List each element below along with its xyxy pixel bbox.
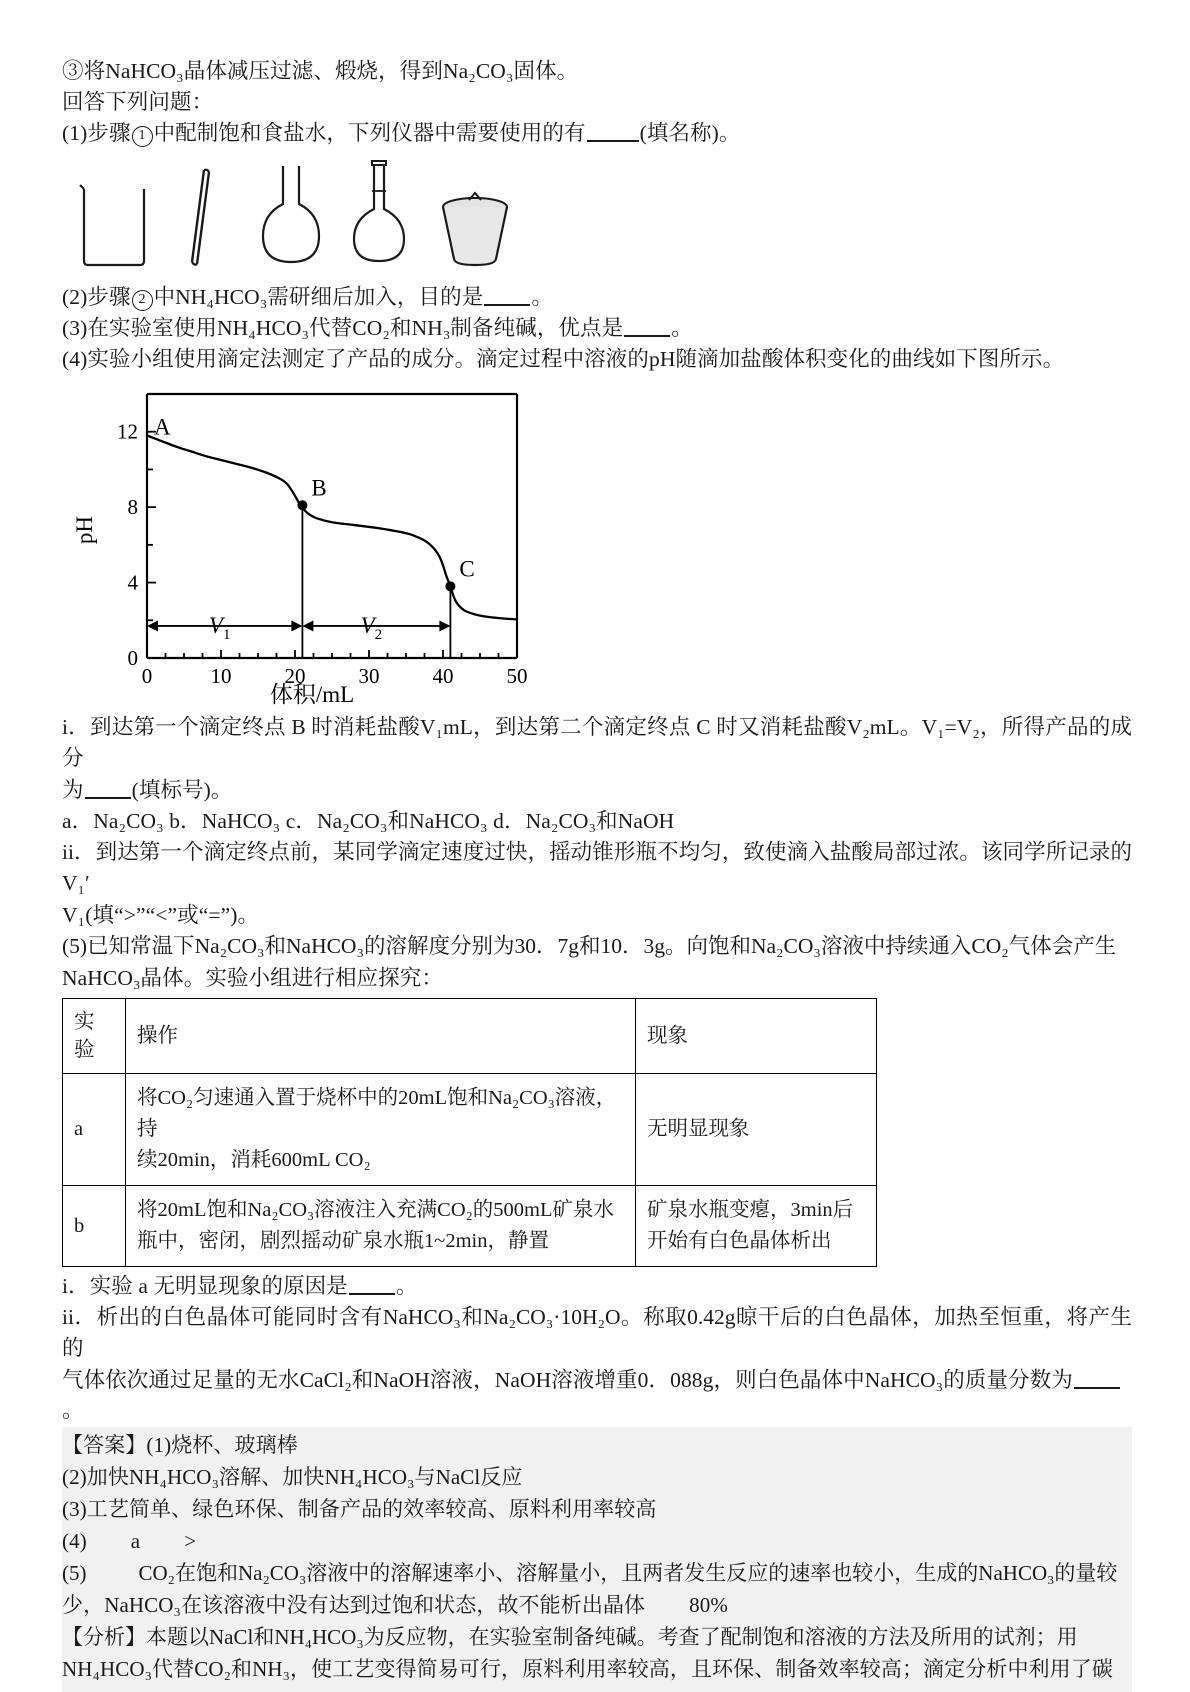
analysis-line1 [62,1622,1132,1653]
chart-ylabel: pH [72,515,97,545]
row-phenomenon-line2: 开始有白色晶体析出 [647,1230,832,1252]
titration-curve-chart [62,380,1132,710]
row-operation-line2: 续20min，消耗600mL CO₂ [137,1149,371,1171]
svg-text:C: C [459,556,475,582]
step-3-text: ③将NaHCO₃晶体减压过滤、煅烧，得到Na₂CO₃固体。 [62,59,579,83]
row-operation-line1: 将CO₂匀速通入置于烧杯中的20mL饱和Na₂CO₃溶液，持 [137,1087,617,1140]
page-content [62,56,1132,1692]
q2-answer-blank[interactable] [484,285,530,306]
row-index: a [63,1074,126,1186]
svg-text:V2: $V_2$ [360,612,383,643]
experiment-table [62,998,877,1267]
q1-text-a: (1)步骤 [62,121,131,145]
analysis-tag: 【分析】 [62,1625,146,1649]
volumetric-flask-icon [342,157,418,274]
table-i-text-b: 。 [395,1274,418,1298]
q1-answer-blank[interactable] [587,121,639,142]
answer-tag: 【答案】 [62,1433,147,1457]
chart-svg [62,380,532,710]
svg-text:0: 0 [127,646,138,670]
answer-1: (1)烧杯、玻璃棒 [146,1433,298,1457]
sub-question-i-line1: i．到达第一个滴定终点 B 时消耗盐酸V₁mL，到达第二个滴定终点 C 时又消耗盐酸V₂mL。V₁=V₂，所得产品的成分 [62,715,1132,770]
svg-text:40: 40 [432,664,454,688]
row-operation [126,1186,636,1267]
header-index [63,999,126,1074]
table-row [63,1186,877,1267]
header-index-line2: 验 [74,1039,95,1061]
row-operation-line1: 将20mL饱和Na₂CO₃溶液注入充满CO₂的500mL矿泉水 [137,1199,614,1221]
svg-text:4: 4 [127,570,138,595]
q1-text-b: 中配制饱和食盐水，下列仪器中需要使用的有 [153,121,586,145]
beaker-icon [78,183,150,274]
svg-text:30: 30 [358,664,380,688]
answer-5-text: CO₂在饱和Na₂CO₃溶液中的溶解速率小、溶解量小，且两者发生反应的速率也较小，生成的NaHCO₃的量较 [138,1561,1118,1585]
question-1 [62,118,1132,148]
i-answer-blank[interactable] [85,778,131,799]
question-3 [62,313,1132,343]
header-operation: 操作 [126,999,636,1074]
svg-text:B: B [311,475,327,501]
sub-question-i-line2 [62,775,1132,805]
answer-5-text-cont: 少，NaHCO₃在该溶液中没有达到过饱和状态，故不能析出晶体 [62,1593,646,1617]
row-phenomenon-line1: 矿泉水瓶变瘪，3min后 [647,1199,854,1221]
question-5-line2: NaHCO₃晶体。实验小组进行相应探究： [62,966,443,990]
svg-text:V1: $V_1$ [208,612,231,643]
answer-line-1 [62,1430,1132,1461]
answer-4-value-1: a [130,1529,141,1553]
table-ii-text-b: 。 [62,1398,84,1422]
q3-answer-blank[interactable] [624,316,670,337]
row-phenomenon-line1: 无明显现象 [647,1118,750,1140]
table-sub-question-ii-line2 [62,1365,1132,1425]
header-index-line1: 实 [74,1011,95,1033]
circled-number-2: 2 [132,290,153,311]
question-2 [62,282,1132,312]
answer-5-line2 [62,1590,1132,1621]
answer-4 [62,1526,1132,1557]
i-text-b: (填标号)。 [131,778,233,802]
chart-xlabel: 体积/mL [269,682,355,707]
answer-2: (2)加快NH₄HCO₃溶解、加快NH₄HCO₃与NaCl反应 [62,1465,523,1489]
question-5-line1: (5)已知常温下Na₂CO₃和NaHCO₃的溶解度分别为30．7g和10．3g。向饱和Na₂CO₃溶液中持续通入CO₂气体会产生 [62,934,1117,958]
answer-5-line1 [62,1558,1132,1589]
analysis-line2: NH₄HCO₃代替CO₂和NH₃，使工艺变得简易可行，原料利用率较高，且环保、制备效率较高；滴定分析中利用了碳 [62,1657,1113,1681]
svg-text:0: 0 [141,664,153,688]
q2-text-b: 中NH₄HCO₃需研细后加入，目的是 [153,285,484,309]
svg-text:A: A [154,414,171,440]
sub-question-ii-line1: ii．到达第一个滴定终点前，某同学滴定速度过快，摇动锥形瓶不均匀，致使滴入盐酸局部过浓。该同学所记录的V₁′ [62,840,1132,895]
table-i-text-a: i．实验 a 无明显现象的原因是 [62,1274,348,1298]
row-operation-line2: 瓶中，密闭，剧烈摇动矿泉水瓶1~2min，静置 [137,1230,549,1252]
circled-number-1: 1 [132,126,153,147]
glass-rod-icon [182,167,214,272]
analysis-text-1: 本题以NaCl和NH₄HCO₃为反应物，在实验室制备纯碱。考查了配制饱和溶液的方法及所用的试剂；用 [146,1625,1078,1649]
svg-text:20: 20 [284,664,306,688]
table-ii-text-a: 气体依次通过足量的无水CaCl₂和NaOH溶液，NaOH溶液增重0．088g，则白色晶体中NaHCO₃的质量分数为 [62,1368,1073,1392]
answer-section [62,1427,1132,1692]
table-row [63,1074,877,1186]
svg-text:10: 10 [210,664,232,688]
q2-text-c: 。 [531,285,553,309]
round-bottom-flask-icon [255,164,327,274]
q2-text-a: (2)步骤 [62,285,131,309]
row-operation [126,1074,636,1186]
row-index: b [63,1186,126,1267]
table-ii-answer-blank[interactable] [1074,1368,1120,1389]
header-phenomenon: 现象 [636,999,877,1074]
svg-text:8: 8 [127,495,138,520]
q1-text-c: (填名称)。 [639,121,741,145]
row-phenomenon [636,1186,877,1267]
q3-text-c: 。 [671,316,693,340]
answer-5-label: (5) [62,1561,87,1585]
svg-text:12: 12 [117,419,138,444]
answer-5-value: 80% [689,1593,728,1617]
table-sub-question-i [62,1271,1132,1301]
svg-text:50: 50 [506,664,528,688]
row-phenomenon [636,1074,877,1186]
crucible-icon [432,189,518,274]
table-i-answer-blank[interactable] [349,1274,395,1295]
answer-4-value-2: > [184,1529,197,1553]
table-sub-question-ii-line1: ii．析出的白色晶体可能同时含有NaHCO₃和Na₂CO₃·10H₂O。称取0.42g晾干后的白色晶体，加热至恒重，将产生的 [62,1305,1132,1360]
sub-question-ii-line2: V₁(填“>”“<”或“=”)。 [62,903,260,927]
table-header-row [63,999,877,1074]
answer-prompt: 回答下列问题： [62,90,214,114]
i-text-a: 为 [62,778,84,802]
q3-text-a: (3)在实验室使用NH₄HCO₃代替CO₂和NH₃制备纯碱，优点是 [62,316,624,340]
multiple-choice-options[interactable]: a．Na₂CO₃ b．NaHCO₃ c．Na₂CO₃和NaHCO₃ d．Na₂CO₃和NaOH [62,809,675,833]
question-4: (4)实验小组使用滴定法测定了产品的成分。滴定过程中溶液的pH随滴加盐酸体积变化的曲线如下图所示。 [62,347,1065,371]
answer-3: (3)工艺简单、绿色环保、制备产品的效率较高、原料利用率较高 [62,1497,657,1521]
answer-4-label: (4) [62,1529,87,1553]
apparatus-figure-row [70,164,1132,274]
